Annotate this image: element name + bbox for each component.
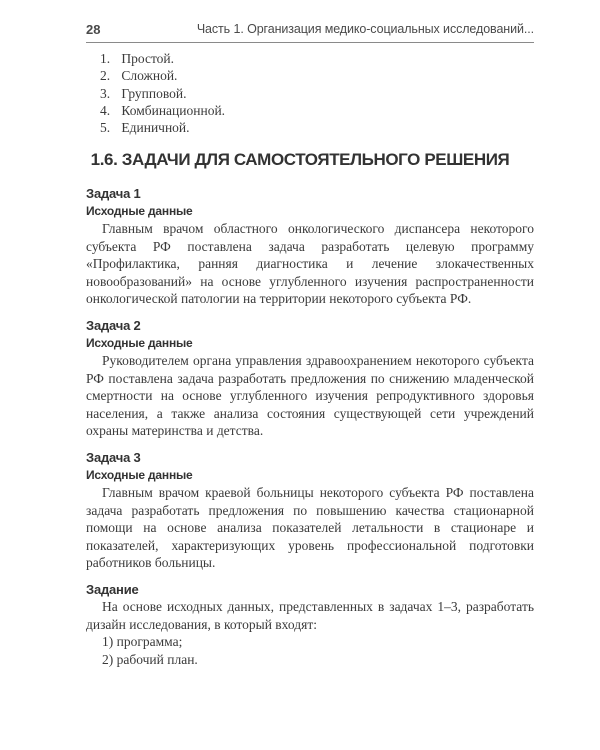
list-item-text: Групповой.	[121, 85, 187, 101]
section-title: 1.6. ЗАДАЧИ ДЛЯ САМОСТОЯТЕЛЬНОГО РЕШЕНИЯ	[90, 150, 510, 169]
list-item-number: 4.	[100, 102, 111, 118]
list-item-text: Комбинационной.	[121, 102, 226, 118]
task-heading: Задача 3	[86, 449, 141, 465]
list-item	[100, 50, 225, 67]
task-text: Главным врачом областного онкологического диспансера некоторого субъекта РФ поставлена задача разработать целевую программу «Профилактика, ранняя диагностика и лечение злокачественных новообразований» на основе углубленного изучения распространенности онкологической патологии на территории некоторого субъекта РФ.	[86, 221, 534, 307]
assignment	[86, 581, 534, 668]
task-1	[86, 185, 534, 308]
list-item-number: 3.	[100, 85, 111, 101]
task-2	[86, 317, 534, 440]
task-subheading: Исходные данные	[86, 335, 193, 350]
running-title: Часть 1. Организация медико-социальных исследований...	[196, 22, 534, 36]
assignment-item: 2) рабочий план.	[102, 651, 198, 667]
list-item-text: Сложной.	[121, 68, 178, 84]
assignment-heading: Задание	[86, 581, 139, 597]
task-heading: Задача 1	[86, 186, 141, 201]
task-3	[86, 449, 534, 572]
answer-options-list	[100, 50, 225, 136]
list-item-text: Простой.	[121, 51, 175, 66]
page-number: 28	[86, 22, 101, 37]
task-text: Главным врачом краевой больницы некоторого субъекта РФ поставлена задача разработать предложения по повышению качества стационарной помощи на основе анализа показателей летальности в стационаре и показателей, характеризующих уровень профессиональной подготовки работников больницы.	[86, 484, 534, 571]
list-item	[100, 67, 225, 84]
list-item-text: Единичной.	[121, 120, 190, 136]
list-item-number: 5.	[100, 120, 111, 136]
task-heading: Задача 2	[86, 317, 141, 333]
task-subheading: Исходные данные	[86, 467, 193, 482]
list-item-number: 2.	[100, 68, 111, 84]
assignment-text: На основе исходных данных, представленных в задачах 1–3, разработать дизайн исследования, в который входят:	[86, 598, 534, 632]
list-item	[100, 102, 225, 119]
list-item	[100, 85, 225, 102]
list-item-number: 1.	[100, 51, 111, 66]
assignment-item: 1) программа;	[102, 634, 183, 650]
tasks-content	[86, 185, 534, 668]
task-subheading: Исходные данные	[86, 204, 193, 218]
running-header	[86, 20, 534, 43]
task-text: Руководителем органа управления здравоохранением некоторого субъекта РФ поставлена задача разработать предложения по снижению младенческой смертности на основе углубленного изучения репродуктивного здоровья населения, а также анализа состояния существующей сети учреждений охраны материнства и детства.	[86, 352, 534, 439]
list-item	[100, 119, 225, 136]
